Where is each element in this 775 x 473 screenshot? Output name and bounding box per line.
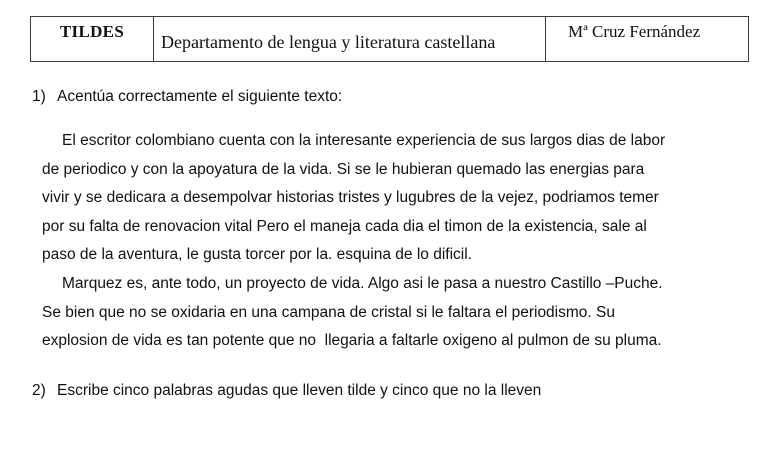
passage-line: paso de la aventura, le gusta torcer por la. esquina de lo dificil. [42, 246, 472, 264]
passage-line: por su falta de renovacion vital Pero el maneja cada dia el timon de la existencia, sale al [42, 217, 647, 235]
passage-line: Se bien que no se oxidaria en una campana de cristal si le faltara el periodismo. Su [42, 303, 615, 321]
exercise-1-number: 1) [32, 88, 46, 105]
exercise-1 [32, 87, 342, 106]
exercise-2-label: Escribe cinco palabras agudas que lleven tilde y cinco que no la lleven [57, 382, 542, 399]
header-cell-title: TILDES [31, 17, 154, 62]
header-cell-author: Mª Cruz Fernández [546, 17, 749, 62]
header-cell-department: Departamento de lengua y literatura castellana [154, 17, 546, 62]
passage-line: explosion de vida es tan potente que no llegaria a faltarle oxigeno al pulmon de su pluma. [42, 332, 662, 350]
exercise-1-passage [42, 127, 752, 356]
exercise-2-number: 2) [32, 382, 46, 399]
passage-line: Marquez es, ante todo, un proyecto de vida. Algo asi le pasa a nuestro Castillo –Puche. [62, 274, 663, 292]
header-row [31, 17, 749, 62]
passage-line: vivir y se dedicara a desempolvar historias tristes y lugubres de la vejez, podriamos temer [42, 189, 659, 207]
header-table [30, 16, 749, 62]
exercise-2 [32, 381, 541, 400]
passage-line: El escritor colombiano cuenta con la interesante experiencia de sus largos dias de labor [62, 132, 666, 149]
passage-line: de periodico y con la apoyatura de la vida. Si se le hubieran quemado las energias para [42, 160, 645, 178]
exercise-1-label: Acentúa correctamente el siguiente texto: [57, 88, 343, 105]
